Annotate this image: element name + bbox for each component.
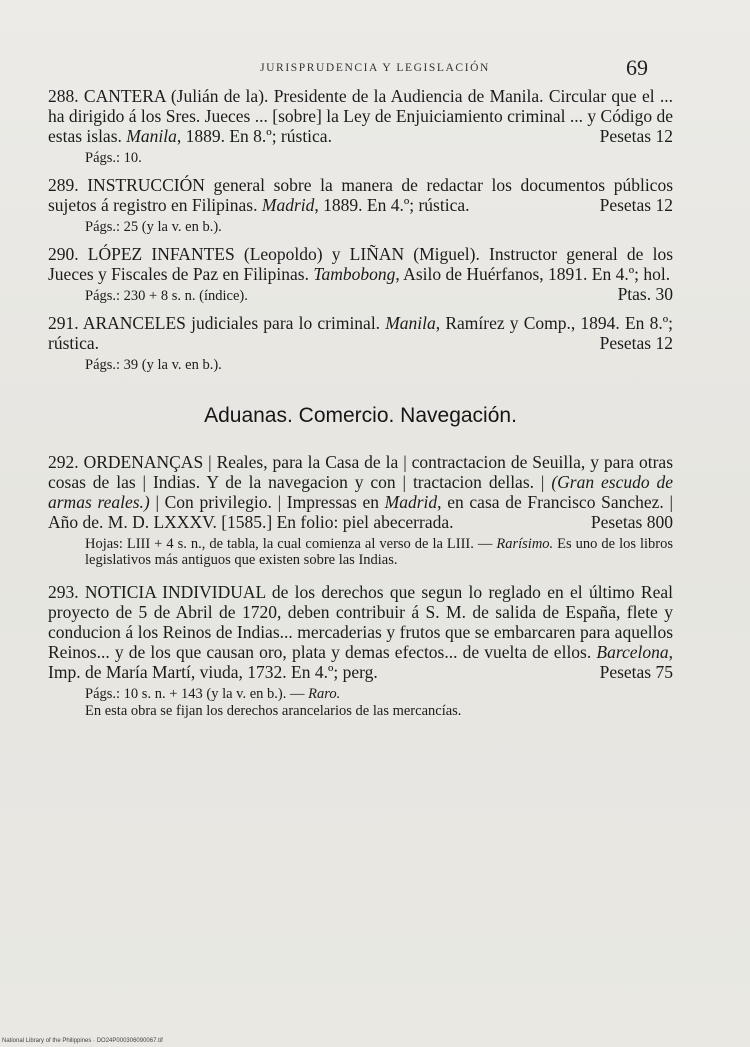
- page-content: [48, 86, 673, 727]
- entry-number: 293.: [48, 582, 79, 602]
- entry-290: [48, 244, 673, 305]
- entry-number: 289.: [48, 175, 79, 195]
- entry-place: Tambobong: [313, 264, 396, 284]
- entry-price: Ptas. 30: [617, 284, 673, 304]
- entry-note: [48, 536, 673, 568]
- pages-rarity: Raro.: [308, 686, 341, 702]
- entry-price: Pesetas 75: [599, 662, 673, 682]
- entry-price: Pesetas 12: [599, 195, 673, 215]
- entry-body-cont: | Con privilegio. | Impressas en: [155, 492, 379, 512]
- entry-body-italic: (Gran escudo de armas reales.): [48, 472, 674, 512]
- entry-pages: Págs.: 25 (y la v. en b.).: [85, 219, 222, 235]
- entry-heading: LÓPEZ INFANTES (Leopoldo) y LIÑAN (Miguel).: [87, 244, 480, 264]
- entry-imprint: , Asilo de Huérfanos, 1891. En 4.º; hol.: [395, 264, 671, 284]
- running-title: JURISPRUDENCIA Y LEGISLACIÓN: [260, 62, 490, 74]
- entry-body: | Reales, para la Casa de la | contractacion de Seuilla, y para otras cosas de las | Indias. Y de la navegacion y con | tractacion dellas. |: [48, 452, 674, 492]
- entry-text: [48, 452, 673, 532]
- entry-heading: ARANCELES: [82, 313, 186, 333]
- entry-imprint: , Imp. de María Martí, viuda, 1732. En 4.º; perg.: [48, 642, 674, 682]
- entry-heading: ORDENANÇAS: [83, 452, 204, 472]
- entry-imprint: , 1889. En 4.º; rústica.: [314, 195, 470, 215]
- entry-place: Barcelona: [596, 642, 669, 662]
- entry-pages: [48, 686, 673, 703]
- entry-imprint: , en casa de Francisco Sanchez. | Año de. M. D. LXXXV. [1585.] En folio: piel abecerrada.: [48, 492, 673, 532]
- entry-pages: Págs.: 10.: [85, 150, 142, 166]
- entry-number: 291.: [48, 313, 79, 333]
- entry-text: [48, 582, 673, 682]
- entry-body: de los derechos que segun lo reglado en el último Real proyecto de 5 de Abril de 1720, deben contribuir á S. M. de salida de España, flete y conducion á los Reinos de Indias... mercaderias y frutos que se embarcaren para aquellos Reinos... y de los que causan oro, plata y demas efectos... de vuelta de ellos.: [48, 582, 674, 662]
- entry-place: Madrid: [261, 195, 315, 215]
- entry-pages: Págs.: 230 + 8 s. n. (índice).: [85, 288, 248, 304]
- entry-pages: Págs.: 39 (y la v. en b.).: [85, 357, 222, 373]
- entry-place: Madrid: [384, 492, 438, 512]
- entry-price: Pesetas 12: [599, 126, 673, 146]
- entry-289: [48, 175, 673, 236]
- note-rarity: Rarísimo.: [496, 536, 554, 552]
- section-heading: Aduanas. Comercio. Navegación.: [204, 404, 517, 427]
- entry-place: Manila: [385, 313, 436, 333]
- entry-288: [48, 86, 673, 167]
- entry-body: judiciales para lo criminal.: [191, 313, 381, 333]
- entry-text: [48, 313, 673, 353]
- entry-293: [48, 582, 673, 719]
- note-text-cont: Es uno de los libros legislativos más antiguos que existen sobre las Indias.: [85, 536, 674, 568]
- entry-292: [48, 452, 673, 568]
- entry-body: Instructor general de los Jueces y Fiscales de Paz en Filipinas.: [48, 244, 674, 284]
- entry-number: 288.: [48, 86, 79, 106]
- entry-place: Manila: [126, 126, 177, 146]
- entry-body: general sobre la manera de redactar los documentos públicos sujetos á registro en Filipinas.: [48, 175, 674, 215]
- entry-number: 290.: [48, 244, 79, 264]
- entry-heading: CANTERA (Julián de la).: [83, 86, 269, 106]
- entry-imprint: , Ramírez y Comp., 1894. En 8.º; rústica.: [48, 313, 673, 353]
- entry-body: Presidente de la Audiencia de Manila. Circular que el ... ha dirigido á los Sres. Jueces ... [sobre] la Ley de Enjuiciamiento criminal ... y Código de estas islas.: [48, 86, 674, 146]
- entry-note: En esta obra se fijan los derechos arancelarios de las mercancías.: [85, 703, 462, 719]
- entry-price: Pesetas 12: [599, 333, 673, 353]
- entry-imprint: , 1889. En 8.º; rústica.: [176, 126, 332, 146]
- entry-number: 292.: [48, 452, 79, 472]
- entry-text: [48, 86, 673, 146]
- pages-text: Págs.: 10 s. n. + 143 (y la v. en b.). —: [85, 686, 305, 702]
- entry-291: [48, 313, 673, 374]
- note-text: Hojas: LIII + 4 s. n., de tabla, la cual comienza al verso de la LIII. —: [85, 536, 493, 552]
- page-number: 69: [626, 55, 648, 80]
- entry-price: Pesetas 800: [590, 512, 673, 532]
- entry-heading: NOTICIA INDIVIDUAL: [84, 582, 266, 602]
- entry-heading: INSTRUCCIÓN: [87, 175, 205, 195]
- entry-text: [48, 175, 673, 215]
- scan-credit: National Library of the Philippines · DO24P000306090067.tif: [2, 1038, 163, 1044]
